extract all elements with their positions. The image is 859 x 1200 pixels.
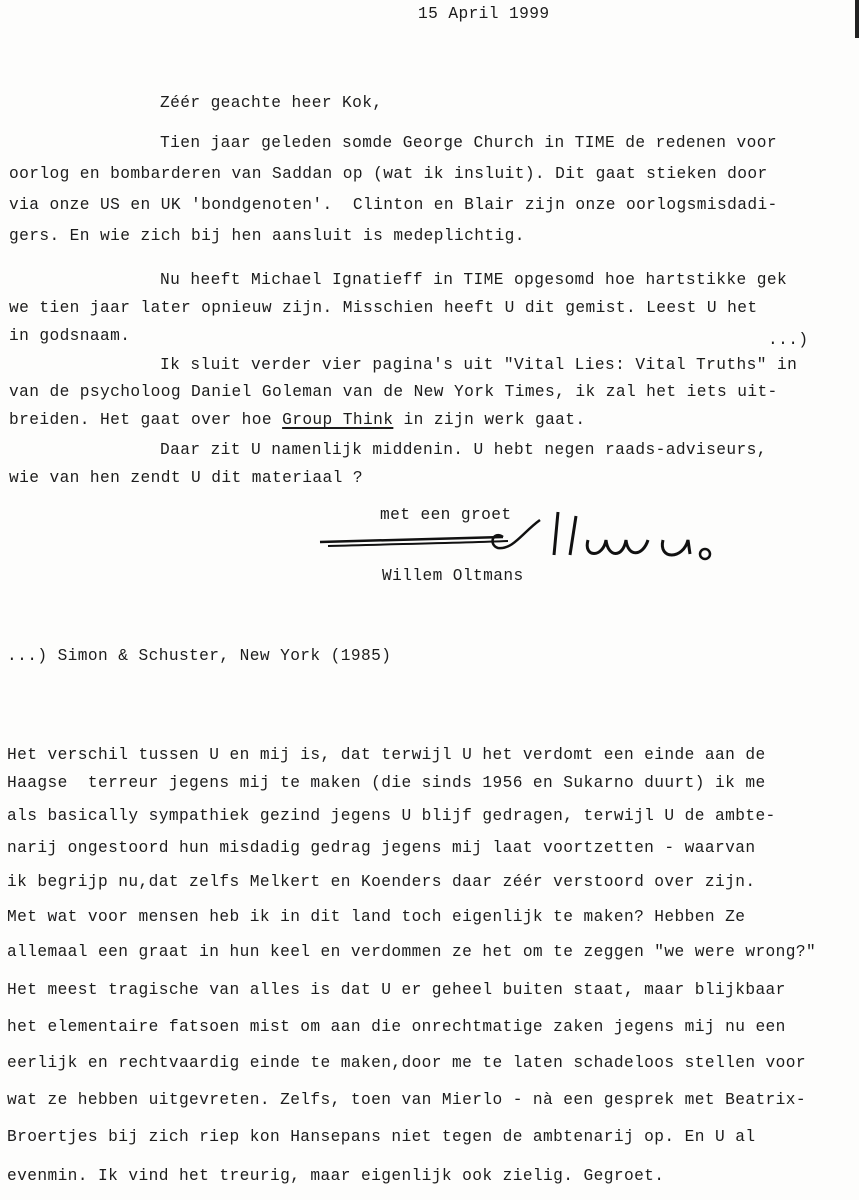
postscript-line: Het meest tragische van alles is dat U er geheel buiten staat, maar blijkbaar xyxy=(7,981,786,999)
postscript-line: eerlijk en rechtvaardig einde te maken,door me te laten schadeloos stellen voor xyxy=(7,1054,807,1072)
handwritten-signature xyxy=(318,510,718,570)
postscript-line: evenmin. Ik vind het treurig, maar eigenlijk ook zielig. Gegroet. xyxy=(7,1167,665,1185)
footnote-marker: ...) xyxy=(768,331,809,349)
paragraph-3-text: breiden. Het gaat over hoe xyxy=(9,411,283,429)
postscript-line: Met wat voor mensen heb ik in dit land toch eigenlijk te maken? Hebben Ze xyxy=(7,908,746,926)
salutation: Zéér geachte heer Kok, xyxy=(160,94,383,112)
paragraph-3-line: van de psycholoog Daniel Goleman van de New York Times, ik zal het iets uit- xyxy=(9,383,778,401)
paragraph-2-line: we tien jaar later opnieuw zijn. Misschien heeft U dit gemist. Leest U het xyxy=(9,299,758,317)
page-edge-mark xyxy=(855,0,859,38)
paragraph-1-line: gers. En wie zich bij hen aansluit is medeplichtig. xyxy=(9,227,525,245)
paragraph-1-line: via onze US en UK 'bondgenoten'. Clinton en Blair zijn onze oorlogsmisdadi- xyxy=(9,196,778,214)
paragraph-1-line: oorlog en bombarderen van Saddan op (wat ik insluit). Dit gaat stieken door xyxy=(9,165,768,183)
paragraph-2-line: Nu heeft Michael Ignatieff in TIME opgesomd hoe hartstikke gek xyxy=(160,271,788,289)
postscript-line: Broertjes bij zich riep kon Hansepans niet tegen de ambtenarij op. En U al xyxy=(7,1128,756,1146)
letter-date: 15 April 1999 xyxy=(418,5,550,23)
paragraph-1-line: Tien jaar geleden somde George Church in TIME de redenen voor xyxy=(160,134,777,152)
postscript-line: ik begrijp nu,dat zelfs Melkert en Koenders daar zéér verstoord over zijn. xyxy=(7,873,756,891)
postscript-line: Haagse terreur jegens mij te maken (die sinds 1956 en Sukarno duurt) ik me xyxy=(7,774,766,792)
paragraph-4-line: Daar zit U namenlijk middenin. U hebt negen raads-adviseurs, xyxy=(160,441,767,459)
footnote: ...) Simon & Schuster, New York (1985) xyxy=(7,647,392,665)
paragraph-3-line: Ik sluit verder vier pagina's uit "Vital Lies: Vital Truths" in xyxy=(160,356,798,374)
paragraph-4-line: wie van hen zendt U dit materiaal ? xyxy=(9,469,363,487)
paragraph-3-line xyxy=(9,410,586,430)
postscript-line: het elementaire fatsoen mist om aan die onrechtmatige zaken jegens mij nu een xyxy=(7,1018,786,1036)
postscript-line: Het verschil tussen U en mij is, dat terwijl U het verdomt een einde aan de xyxy=(7,746,766,764)
group-think-underlined: Group Think xyxy=(282,411,394,429)
postscript-line: narij ongestoord hun misdadig gedrag jegens mij laat voortzetten - waarvan xyxy=(7,839,756,857)
signatory-name: Willem Oltmans xyxy=(382,567,524,585)
postscript-line: als basically sympathiek gezind jegens U blijf gedragen, terwijl U de ambte- xyxy=(7,807,776,825)
paragraph-3-text: in zijn werk gaat. xyxy=(393,411,586,429)
closing: met een groet xyxy=(380,506,512,524)
paragraph-2-line: in godsnaam. xyxy=(9,327,131,345)
postscript-line: wat ze hebben uitgevreten. Zelfs, toen van Mierlo - nà een gesprek met Beatrix- xyxy=(7,1091,807,1109)
postscript-line: allemaal een graat in hun keel en verdommen ze het om te zeggen "we were wrong?" xyxy=(7,943,817,961)
